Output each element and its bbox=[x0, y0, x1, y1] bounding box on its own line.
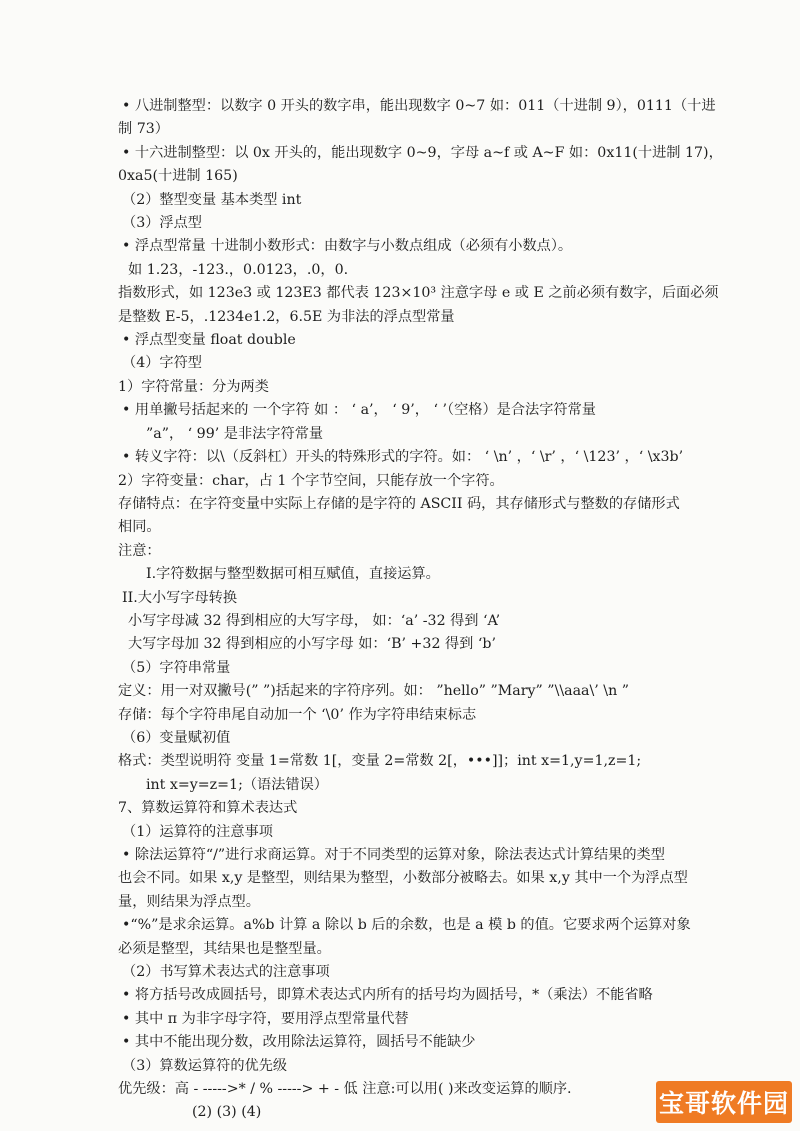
text-line: （3）浮点型 bbox=[122, 215, 202, 232]
text-line: （6）变量赋初值 bbox=[122, 729, 231, 746]
text-line: 2）字符变量：char，占 1 个字节空间，只能存放一个字符。 bbox=[118, 472, 504, 489]
text-line: • 八进制整型：以数字 0 开头的数字串，能出现数字 0~7 如：011（十进制 9），0111（十进 bbox=[122, 98, 716, 114]
text-line: int x=y=z=1;（语法错误） bbox=[146, 776, 328, 793]
text-line: 1）字符常量：分为两类 bbox=[118, 378, 269, 395]
text-line: 存储：每个字符串尾自动加一个 ‘\0’ 作为字符串结束标志 bbox=[118, 706, 477, 723]
text-line: • 除法运算符“/”进行求商运算。对于不同类型的运算对象，除法表达式计算结果的类型 bbox=[122, 847, 665, 863]
text-line: （5）字符串常量 bbox=[122, 659, 231, 676]
text-line: • 转义字符：以\（反斜杠）开头的特殊形式的字符。如： ‘ \n’ ，‘ \r’ ，‘ \123’ ，‘ \x3b’ bbox=[122, 449, 684, 466]
text-line: 是整数 E-5，.1234e1.2，6.5E 为非法的浮点型常量 bbox=[118, 308, 455, 325]
text-line: •“%”是求余运算。a%b 计算 a 除以 b 后的余数，也是 a 模 b 的值。它要求两个运算对象 bbox=[122, 917, 691, 934]
text-line: • 其中 π 为非字母字符，要用浮点型常量代替 bbox=[122, 1010, 409, 1027]
text-line: • 其中不能出现分数，改用除法运算符，圆括号不能缺少 bbox=[122, 1034, 476, 1051]
text-line: （4）字符型 bbox=[122, 355, 202, 372]
text-line: （3）算数运算符的优先级 bbox=[122, 1057, 288, 1074]
text-line: • 将方括号改成圆括号，即算术表达式内所有的括号均为圆括号，*（乘法）不能省略 bbox=[122, 987, 653, 1004]
text-line: 指数形式，如 123e3 或 123E3 都代表 123×10³ 注意字母 e 或 E 之前必须有数字，后面必须 bbox=[118, 285, 719, 302]
text-line: 存储特点：在字符变量中实际上存储的是字符的 ASCII 码，其存储形式与整数的存储形式 bbox=[118, 495, 680, 512]
text-line: II.大小写字母转换 bbox=[122, 589, 238, 606]
text-line: I.字符数据与整型数据可相互赋值，直接运算。 bbox=[146, 566, 440, 583]
text-line: （1）运算符的注意事项 bbox=[122, 823, 273, 840]
text-line: • 十六进制整型：以 0x 开头的，能出现数字 0~9，字母 a~f 或 A~F 如：0x11(十进制 17)， bbox=[122, 144, 723, 161]
watermark-logo: 宝哥软件园 bbox=[656, 1081, 792, 1123]
text-line: • 用单撇号括起来的 一个字符 如 ： ‘ a’， ‘ 9’， ‘ ’（空格）是合法字符常量 bbox=[122, 402, 596, 419]
text-line: 0xa5(十进制 165) bbox=[118, 168, 238, 185]
text-line: 优先级：高 - ----->* / % -----> + - 低 注意:可以用( )来改变运算的顺序. bbox=[118, 1081, 572, 1098]
text-line: 必须是整型，其结果也是整型量。 bbox=[118, 940, 331, 957]
text-line: 如 1.23，-123.，0.0123，.0，0. bbox=[128, 261, 349, 278]
text-line: • 浮点型常量 十进制小数形式：由数字与小数点组成（必须有小数点）。 bbox=[122, 238, 573, 255]
text-line: 大写字母加 32 得到相应的小写字母 如：‘B’ +32 得到 ‘b’ bbox=[128, 636, 496, 653]
text-line: ”a”， ‘ 99’ 是非法字符常量 bbox=[146, 425, 324, 442]
text-line: 也会不同。如果 x,y 是整型，则结果为整型，小数部分被略去。如果 x,y 其中一个为浮点型 bbox=[118, 870, 688, 887]
text-line: （2）整型变量 基本类型 int bbox=[122, 191, 302, 208]
text-line: 相同。 bbox=[118, 519, 161, 536]
text-line: 定义：用一对双撇号(” ”)括起来的字符序列。如： ”hello” ”Mary” ”\\aaa\’ \n ” bbox=[118, 683, 629, 700]
text-line: 制 73） bbox=[118, 121, 169, 138]
document-body bbox=[118, 95, 778, 1125]
text-line: 量，则结果为浮点型。 bbox=[118, 893, 260, 910]
text-line: 小写字母减 32 得到相应的大写字母， 如：‘a’ -32 得到 ‘A’ bbox=[128, 612, 501, 629]
text-line: 7、算数运算符和算术表达式 bbox=[118, 800, 298, 817]
text-line: (2) (3) (4) bbox=[192, 1104, 262, 1121]
text-line: 注意： bbox=[118, 542, 161, 559]
text-line: （2）书写算术表达式的注意事项 bbox=[122, 964, 330, 981]
text-line: 格式：类型说明符 变量 1=常数 1[，变量 2=常数 2[，•••]]；int x=1,y=1,z=1; bbox=[118, 753, 642, 770]
text-line: • 浮点型变量 float double bbox=[122, 332, 296, 349]
